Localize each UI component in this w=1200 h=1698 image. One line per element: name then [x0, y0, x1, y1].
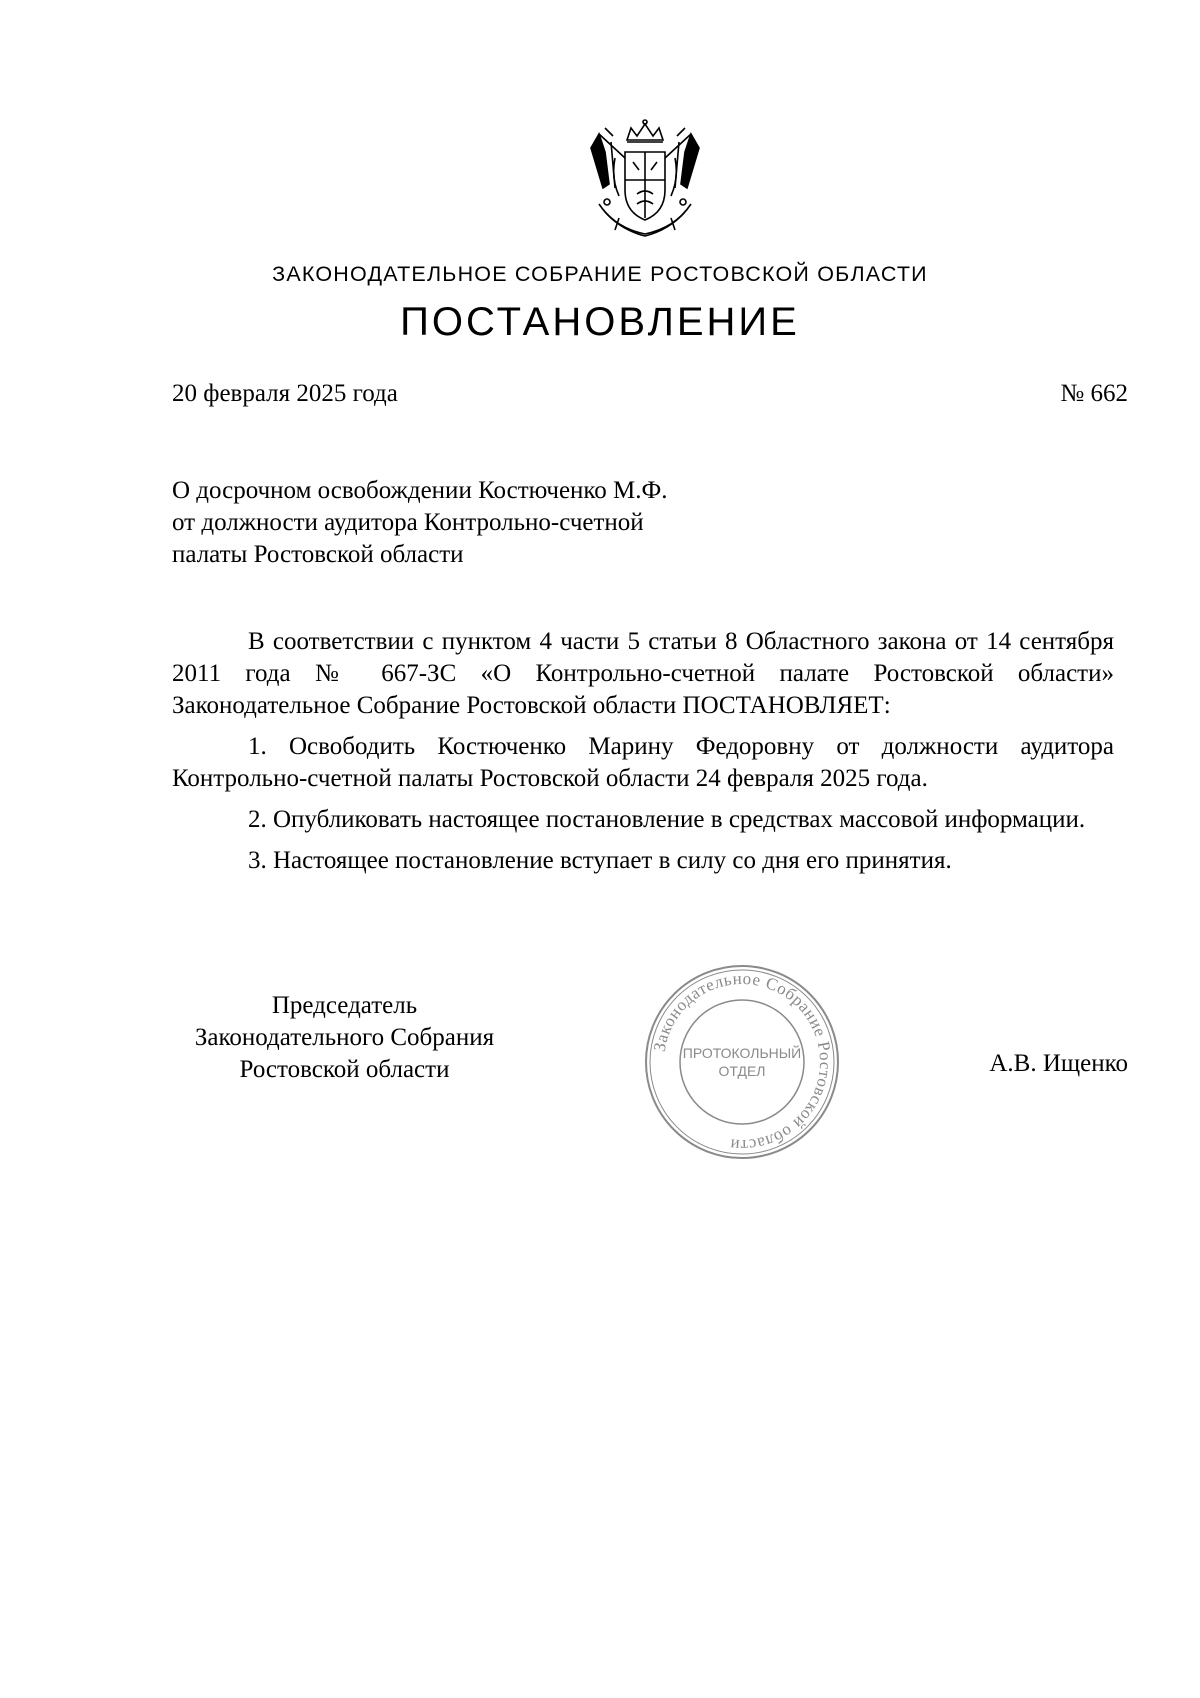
body-paragraph-preamble: В соответствии с пунктом 4 части 5 статьи 8 Областного закона от 14 сентября 2011 года № 667-ЗС «О Контрольно-счетной палате Ростовской области» Законодательное Собрание Ростовской области ПОСТАНОВЛЯЕТ: [172, 628, 1114, 719]
organization-title: ЗАКОНОДАТЕЛЬНОЕ СОБРАНИЕ РОСТОВСКОЙ ОБЛАСТИ [272, 262, 928, 286]
coat-of-arms-icon [585, 118, 705, 240]
subject-line: О досрочном освобождении Костюченко М.Ф. [172, 477, 668, 504]
document-body [172, 626, 1114, 877]
document-subject [172, 475, 772, 571]
signatory-title-line: Ростовской области [239, 1056, 450, 1083]
subject-line: палаты Ростовской области [172, 541, 464, 568]
signatory-title [172, 990, 517, 1086]
signatory-title-line: Председатель [271, 992, 418, 1019]
subject-line: от должности аудитора Контрольно-счетной [172, 509, 644, 536]
body-paragraph-item-2: 2. Опубликовать настоящее постановление в средствах массовой информации. [248, 806, 1086, 833]
document-date: 20 февраля 2025 года [172, 380, 398, 407]
seal-ring-text: Законодательное Собрание Ростовской области [649, 968, 836, 1156]
signatory-title-line: Законодательного Собрания [194, 1024, 495, 1051]
body-paragraph-item-1: 1. Освободить Костюченко Марину Федоровну от должности аудитора Контрольно-счетной палаты Ростовской области 24 февраля 2025 года. [172, 733, 1114, 792]
body-paragraph-item-3: 3. Настоящее постановление вступает в силу со дня его принятия. [248, 847, 952, 874]
seal-center-line-2: ОТДЕЛ [718, 1063, 766, 1079]
signatory-name: А.В. Ищенко [989, 1050, 1128, 1077]
round-seal-icon [642, 962, 842, 1162]
seal-center-line-1: ПРОТОКОЛЬНЫЙ [682, 1045, 802, 1061]
document-number: № 662 [1060, 380, 1128, 407]
document-type-title: ПОСТАНОВЛЕНИЕ [400, 300, 800, 344]
